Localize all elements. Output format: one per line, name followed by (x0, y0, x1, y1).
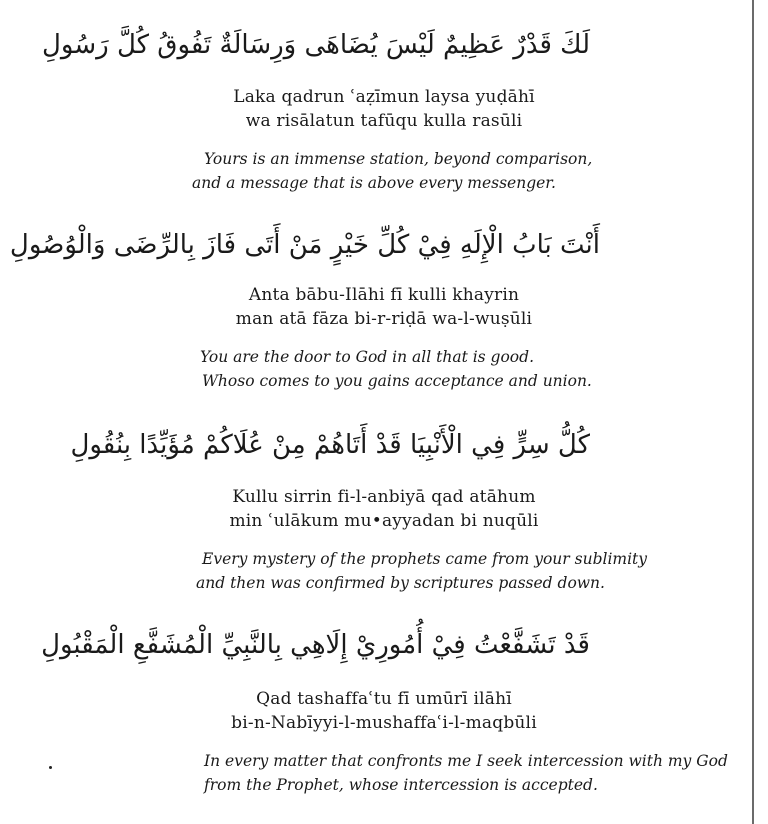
translation-line: from the Prophet, whose intercession is accepted. (204, 776, 598, 794)
transliteration-line: wa risālatun tafūqu kulla rasūli (245, 111, 523, 131)
transliteration-line: Anta bābu-Ilāhi fī kulli khayrin (248, 285, 520, 305)
translation-line: Yours is an immense station, beyond comparison, (204, 150, 593, 168)
translation-line: Whoso comes to you gains acceptance and union. (202, 372, 592, 390)
translation-line: and then was confirmed by scriptures passed down. (196, 574, 605, 592)
arabic-verse: لَكَ قَدْرٌ عَظِيمٌ لَيْسَ يُضَاهَى وَرِسَالَةٌ تَفُوقُ كُلَّ رَسُولِ (42, 30, 590, 60)
stray-mark (49, 766, 52, 769)
translation-line: You are the door to God in all that is good. (200, 348, 534, 366)
arabic-verse: كُلُّ سِرٍّ فِي الْأَنْبِيَا قَدْ أَتَاهُمْ مِنْ عُلَاكُمْ مُؤَيِّدًا بِنُقُولِ (70, 430, 590, 460)
arabic-verse: قَدْ تَشَفَّعْتُ فِيْ أُمُورِيْ إِلَاهِي بِالنَّبِيِّ الْمُشَفَّعِ الْمَقْبُولِ (41, 630, 590, 660)
transliteration-line: Laka qadrun ʿaẓīmun laysa yuḍāhī (233, 87, 535, 107)
transliteration-line: Qad tashaffaʿtu fī umūrī ilāhī (256, 689, 512, 709)
translation-line: In every matter that confronts me I seek intercession with my God (204, 752, 728, 770)
page-edge-rule (752, 0, 754, 824)
transliteration-line: Kullu sirrin fi-l-anbiyā qad atāhum (232, 487, 536, 507)
translation-line: Every mystery of the prophets came from your sublimity (202, 550, 648, 568)
transliteration-line: min ʿulākum mu•ayyadan bi nuqūli (229, 511, 539, 531)
transliteration-line: bi-n-Nabīyyi-l-mushaffaʿi-l-maqbūli (231, 713, 537, 733)
transliteration-line: man atā fāza bi-r-riḍā wa-l-wuṣūli (235, 309, 533, 329)
translation-line: and a message that is above every messenger. (192, 174, 556, 192)
arabic-verse: أَنْتَ بَابُ الْإِلَهِ فِيْ كُلِّ خَيْرٍ مَنْ أَتَى فَازَ بِالرِّضَى وَالْوُصُولِ (9, 230, 600, 260)
